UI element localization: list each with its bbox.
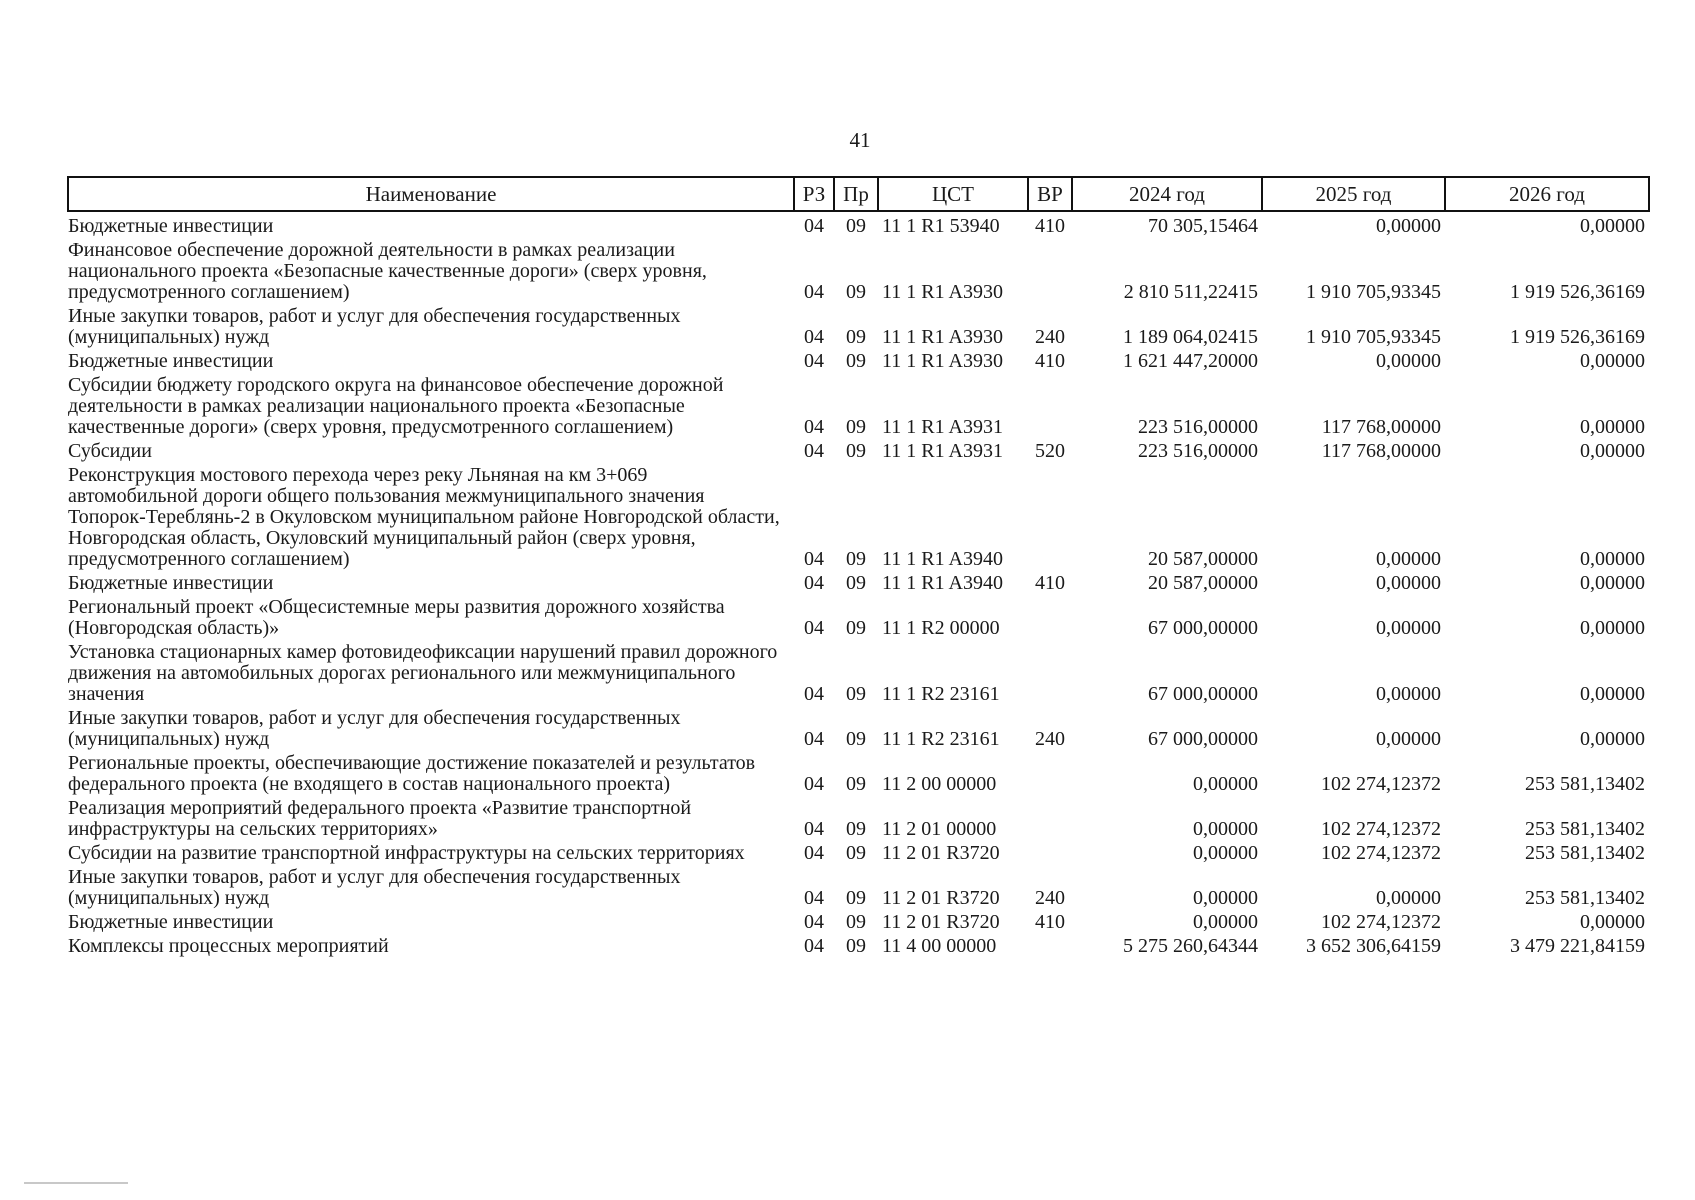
table-row <box>68 843 1649 867</box>
cell-vr <box>1028 936 1072 960</box>
cell-2025: 1 910 705,93345 <box>1306 281 1441 303</box>
cell-2026: 0,00000 <box>1580 617 1645 639</box>
cell-rz: 04 <box>804 617 824 639</box>
cell-pr: 09 <box>846 572 866 594</box>
column-header-2026: 2026 год <box>1445 177 1649 211</box>
cell-2024: 20 587,00000 <box>1148 548 1258 570</box>
cell-2025: 0,00000 <box>1376 215 1441 237</box>
table-row <box>68 798 1649 843</box>
cell-cst: 11 2 01 R3720 <box>882 911 1000 933</box>
cell-name: Реконструкция мостового перехода через реку Льняная на км 3+069 автомобильной дороги общего пользования межмуниципального значения Топорок-Тереблянь-2 в Окуловском муниципальном районе Новгородской области, Новгородская область, Окуловский муниципальный район (сверх уровня, предусмотренного соглашением) <box>68 464 780 570</box>
column-header-pr: Пр <box>834 177 878 211</box>
cell-2024: 1 621 447,20000 <box>1123 350 1258 372</box>
cell-2026: 3 479 221,84159 <box>1510 935 1645 957</box>
cell-2024: 0,00000 <box>1193 911 1258 933</box>
cell-pr: 09 <box>846 326 866 348</box>
cell-pr: 09 <box>846 683 866 705</box>
cell-cst: 11 2 00 00000 <box>882 773 997 795</box>
cell-pr: 09 <box>846 842 866 864</box>
column-header-name: Наименование <box>68 177 794 211</box>
cell-cst: 11 1 R1 A3940 <box>882 572 1003 594</box>
cell-2024: 67 000,00000 <box>1148 617 1258 639</box>
cell-vr: 240 <box>1035 326 1065 348</box>
cell-2026: 253 581,13402 <box>1525 818 1645 840</box>
cell-2024: 2 810 511,22415 <box>1123 281 1258 303</box>
cell-cst: 11 1 R1 A3930 <box>882 281 1003 303</box>
cell-2025: 0,00000 <box>1376 728 1441 750</box>
table-row <box>68 351 1649 375</box>
cell-rz: 04 <box>804 935 824 957</box>
cell-rz: 04 <box>804 818 824 840</box>
cell-2026: 253 581,13402 <box>1525 887 1645 909</box>
cell-2025: 117 768,00000 <box>1321 440 1441 462</box>
cell-2024: 5 275 260,64344 <box>1123 935 1258 957</box>
cell-cst: 11 1 R1 A3931 <box>882 440 1003 462</box>
cell-name: Бюджетные инвестиции <box>68 911 274 933</box>
table-row <box>68 240 1649 306</box>
cell-2025: 0,00000 <box>1376 572 1441 594</box>
cell-rz: 04 <box>804 326 824 348</box>
cell-cst: 11 2 01 R3720 <box>882 842 1000 864</box>
cell-cst: 11 4 00 00000 <box>882 935 997 957</box>
cell-2025: 0,00000 <box>1376 683 1441 705</box>
cell-rz: 04 <box>804 911 824 933</box>
cell-name: Субсидии бюджету городского округа на финансовое обеспечение дорожной деятельности в рамках реализации национального проекта «Безопасные качественные дороги» (сверх уровня, предусмотренного соглашением) <box>68 374 724 438</box>
cell-2026: 0,00000 <box>1580 350 1645 372</box>
table-row <box>68 936 1649 960</box>
cell-2026: 0,00000 <box>1580 911 1645 933</box>
cell-vr <box>1028 375 1072 441</box>
cell-2026: 0,00000 <box>1580 683 1645 705</box>
table-row <box>68 753 1649 798</box>
cell-2025: 102 274,12372 <box>1321 773 1441 795</box>
column-header-cst: ЦСТ <box>878 177 1028 211</box>
column-header-2025: 2025 год <box>1262 177 1445 211</box>
cell-2024: 223 516,00000 <box>1138 416 1258 438</box>
cell-2025: 117 768,00000 <box>1321 416 1441 438</box>
cell-rz: 04 <box>804 548 824 570</box>
table-row <box>68 573 1649 597</box>
cell-2025: 102 274,12372 <box>1321 842 1441 864</box>
cell-vr: 240 <box>1035 887 1065 909</box>
table-row <box>68 597 1649 642</box>
cell-vr <box>1028 465 1072 573</box>
cell-2026: 253 581,13402 <box>1525 842 1645 864</box>
cell-2025: 0,00000 <box>1376 350 1441 372</box>
cell-name: Субсидии <box>68 440 152 462</box>
table-row <box>68 708 1649 753</box>
table-row <box>68 867 1649 912</box>
page-number: 41 <box>849 128 871 152</box>
scan-mark <box>24 1182 128 1184</box>
cell-pr: 09 <box>846 617 866 639</box>
cell-rz: 04 <box>804 440 824 462</box>
cell-2024: 223 516,00000 <box>1138 440 1258 462</box>
cell-rz: 04 <box>804 572 824 594</box>
cell-cst: 11 1 R1 A3940 <box>882 548 1003 570</box>
cell-name: Установка стационарных камер фотовидеофиксации нарушений правил дорожного движения на автомобильных дорогах регионального или межмуниципального значения <box>68 641 778 705</box>
table-row <box>68 211 1649 240</box>
cell-cst: 11 1 R2 00000 <box>882 617 1000 639</box>
table-row <box>68 306 1649 351</box>
cell-vr <box>1028 240 1072 306</box>
cell-2025: 102 274,12372 <box>1321 818 1441 840</box>
cell-name: Иные закупки товаров, работ и услуг для обеспечения государственных (муниципальных) нужд <box>68 866 681 909</box>
table-row <box>68 642 1649 708</box>
column-header-2024: 2024 год <box>1072 177 1262 211</box>
cell-vr: 410 <box>1035 350 1065 372</box>
cell-vr: 410 <box>1035 572 1065 594</box>
cell-2024: 0,00000 <box>1193 887 1258 909</box>
cell-vr: 520 <box>1035 440 1065 462</box>
cell-vr: 240 <box>1035 728 1065 750</box>
table-row <box>68 912 1649 936</box>
cell-2024: 70 305,15464 <box>1148 215 1258 237</box>
cell-rz: 04 <box>804 350 824 372</box>
cell-rz: 04 <box>804 773 824 795</box>
cell-2025: 102 274,12372 <box>1321 911 1441 933</box>
cell-pr: 09 <box>846 773 866 795</box>
cell-pr: 09 <box>846 281 866 303</box>
cell-name: Субсидии на развитие транспортной инфраструктуры на сельских территориях <box>68 842 745 864</box>
cell-rz: 04 <box>804 281 824 303</box>
cell-pr: 09 <box>846 548 866 570</box>
cell-name: Региональный проект «Общесистемные меры развития дорожного хозяйства (Новгородская область)» <box>68 596 725 639</box>
cell-2024: 0,00000 <box>1193 842 1258 864</box>
cell-2026: 1 919 526,36169 <box>1510 326 1645 348</box>
cell-2025: 0,00000 <box>1376 548 1441 570</box>
cell-name: Региональные проекты, обеспечивающие достижение показателей и результатов федерального проекта (не входящего в состав национального проекта) <box>68 752 756 795</box>
column-header-vr: ВР <box>1028 177 1072 211</box>
cell-cst: 11 2 01 00000 <box>882 818 997 840</box>
cell-2026: 0,00000 <box>1580 728 1645 750</box>
cell-name: Бюджетные инвестиции <box>68 572 274 594</box>
cell-2025: 1 910 705,93345 <box>1306 326 1441 348</box>
cell-2026: 0,00000 <box>1580 572 1645 594</box>
cell-cst: 11 1 R2 23161 <box>882 728 1000 750</box>
cell-name: Бюджетные инвестиции <box>68 215 274 237</box>
cell-pr: 09 <box>846 911 866 933</box>
cell-2024: 67 000,00000 <box>1148 728 1258 750</box>
cell-rz: 04 <box>804 683 824 705</box>
cell-pr: 09 <box>846 215 866 237</box>
cell-2024: 0,00000 <box>1193 818 1258 840</box>
cell-2026: 0,00000 <box>1580 548 1645 570</box>
cell-pr: 09 <box>846 728 866 750</box>
cell-vr: 410 <box>1035 911 1065 933</box>
cell-name: Иные закупки товаров, работ и услуг для обеспечения государственных (муниципальных) нужд <box>68 305 681 348</box>
cell-pr: 09 <box>846 818 866 840</box>
cell-2025: 0,00000 <box>1376 887 1441 909</box>
cell-vr <box>1028 753 1072 798</box>
cell-cst: 11 1 R1 A3930 <box>882 326 1003 348</box>
cell-2024: 67 000,00000 <box>1148 683 1258 705</box>
cell-2026: 0,00000 <box>1580 416 1645 438</box>
cell-2024: 20 587,00000 <box>1148 572 1258 594</box>
cell-name: Финансовое обеспечение дорожной деятельности в рамках реализации национального проекта «Безопасные качественные дороги» (сверх уровня, предусмотренного соглашением) <box>68 239 707 303</box>
cell-vr: 410 <box>1035 215 1065 237</box>
cell-name: Реализация мероприятий федерального проекта «Развитие транспортной инфраструктуры на сельских территориях» <box>68 797 692 840</box>
cell-name: Бюджетные инвестиции <box>68 350 274 372</box>
cell-2025: 0,00000 <box>1376 617 1441 639</box>
cell-2026: 0,00000 <box>1580 440 1645 462</box>
cell-vr <box>1028 597 1072 642</box>
table-row <box>68 375 1649 441</box>
cell-cst: 11 1 R1 A3931 <box>882 416 1003 438</box>
cell-rz: 04 <box>804 728 824 750</box>
column-header-rz: РЗ <box>794 177 834 211</box>
budget-table <box>67 176 1650 960</box>
cell-pr: 09 <box>846 350 866 372</box>
table-body <box>68 211 1649 960</box>
cell-pr: 09 <box>846 935 866 957</box>
table-row <box>68 441 1649 465</box>
cell-vr <box>1028 798 1072 843</box>
cell-name: Комплексы процессных мероприятий <box>68 935 389 957</box>
cell-2024: 0,00000 <box>1193 773 1258 795</box>
cell-vr <box>1028 843 1072 867</box>
cell-cst: 11 1 R1 A3930 <box>882 350 1003 372</box>
table-row <box>68 465 1649 573</box>
cell-cst: 11 1 R1 53940 <box>882 215 1000 237</box>
cell-2025: 3 652 306,64159 <box>1306 935 1441 957</box>
cell-cst: 11 2 01 R3720 <box>882 887 1000 909</box>
cell-rz: 04 <box>804 842 824 864</box>
cell-vr <box>1028 642 1072 708</box>
cell-rz: 04 <box>804 887 824 909</box>
cell-pr: 09 <box>846 440 866 462</box>
cell-cst: 11 1 R2 23161 <box>882 683 1000 705</box>
cell-pr: 09 <box>846 887 866 909</box>
cell-rz: 04 <box>804 215 824 237</box>
cell-2026: 253 581,13402 <box>1525 773 1645 795</box>
cell-rz: 04 <box>804 416 824 438</box>
cell-2024: 1 189 064,02415 <box>1123 326 1258 348</box>
table-header <box>68 177 1649 211</box>
cell-pr: 09 <box>846 416 866 438</box>
cell-name: Иные закупки товаров, работ и услуг для обеспечения государственных (муниципальных) нужд <box>68 707 681 750</box>
cell-2026: 0,00000 <box>1580 215 1645 237</box>
cell-2026: 1 919 526,36169 <box>1510 281 1645 303</box>
